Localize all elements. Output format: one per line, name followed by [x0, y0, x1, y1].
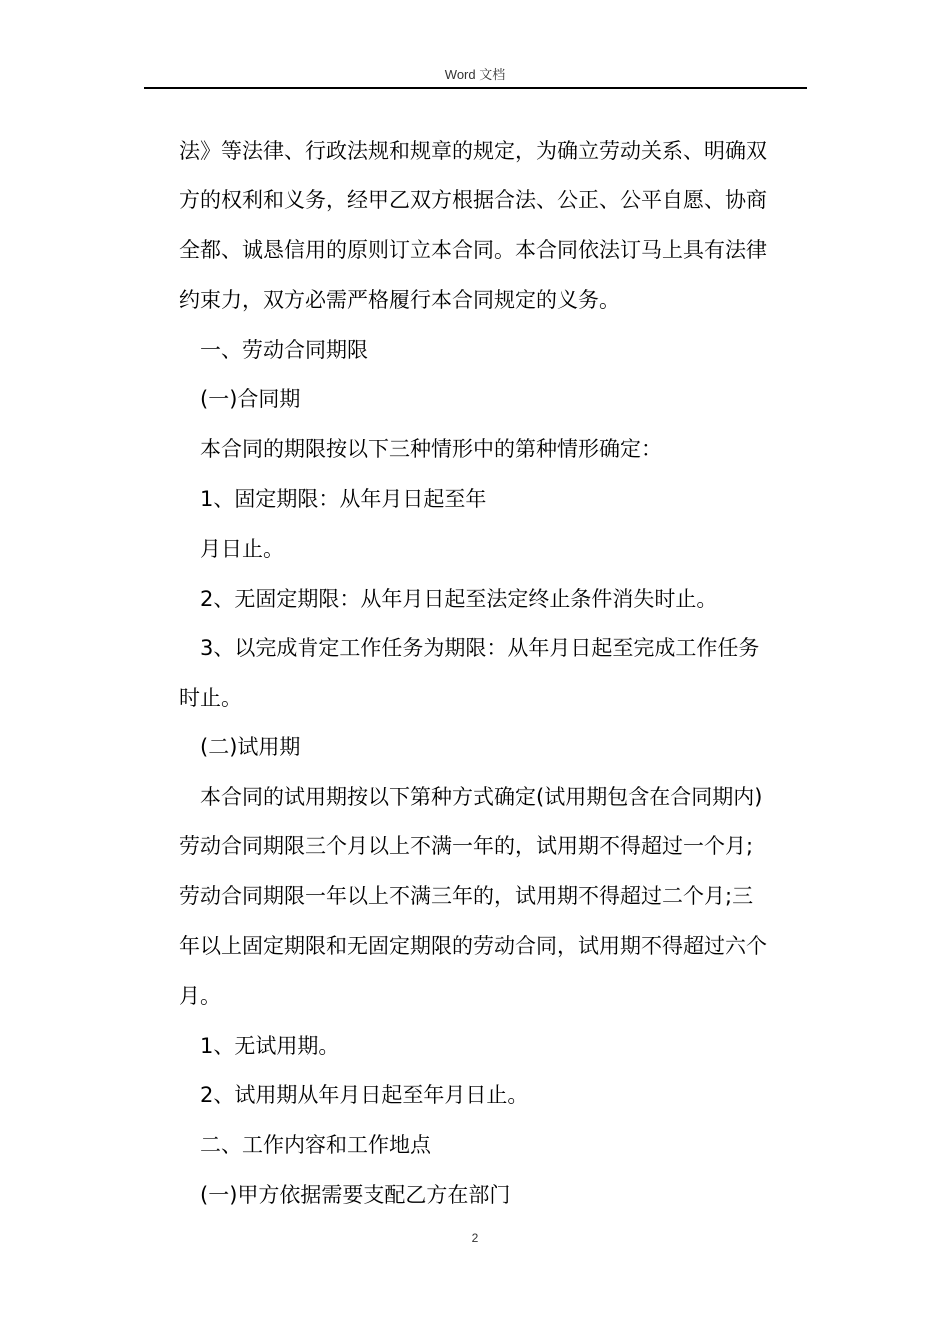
body-line: 本合同的试用期按以下第种方式确定(试用期包含在合同期内)	[200, 785, 763, 809]
body-line: 约束力，双方必需严格履行本合同规定的义务。	[179, 288, 620, 312]
body-line: 月。	[179, 984, 221, 1008]
subsection-heading: (一)甲方依据需要支配乙方在部门	[200, 1183, 511, 1207]
body-line: 劳动合同期限三个月以上不满一年的，试用期不得超过一个月;	[179, 834, 754, 858]
body-line: 法》等法律、行政法规和规章的规定，为确立劳动关系、明确双	[179, 139, 767, 163]
body-line: 劳动合同期限一年以上不满三年的，试用期不得超过二个月;三	[179, 884, 754, 908]
header-divider	[144, 87, 807, 89]
body-line: 本合同的期限按以下三种情形中的第种情形确定：	[200, 437, 662, 461]
body-line: 年以上固定期限和无固定期限的劳动合同，试用期不得超过六个	[179, 934, 767, 958]
body-line: 全都、诚恳信用的原则订立本合同。本合同依法订马上具有法律	[179, 238, 767, 262]
section-heading: 二、工作内容和工作地点	[200, 1133, 431, 1157]
subsection-heading: (一)合同期	[200, 387, 301, 411]
section-heading: 一、劳动合同期限	[200, 338, 368, 362]
list-item: 2、无固定期限：从年月日起至法定终止条件消失时止。	[200, 587, 718, 611]
body-line: 时止。	[179, 686, 242, 710]
list-item: 1、固定期限：从年月日起至年	[200, 487, 487, 511]
page-number: 2	[471, 1231, 479, 1245]
list-item: 2、试用期从年月日起至年月日止。	[200, 1083, 529, 1107]
list-item: 1、无试用期。	[200, 1034, 340, 1058]
body-line: 月日止。	[200, 537, 284, 561]
list-item: 3、以完成肯定工作任务为期限：从年月日起至完成工作任务	[200, 636, 760, 660]
page-header: Word 文档	[444, 67, 506, 82]
subsection-heading: (二)试用期	[200, 735, 301, 759]
body-line: 方的权利和义务，经甲乙双方根据合法、公正、公平自愿、协商	[179, 188, 767, 212]
